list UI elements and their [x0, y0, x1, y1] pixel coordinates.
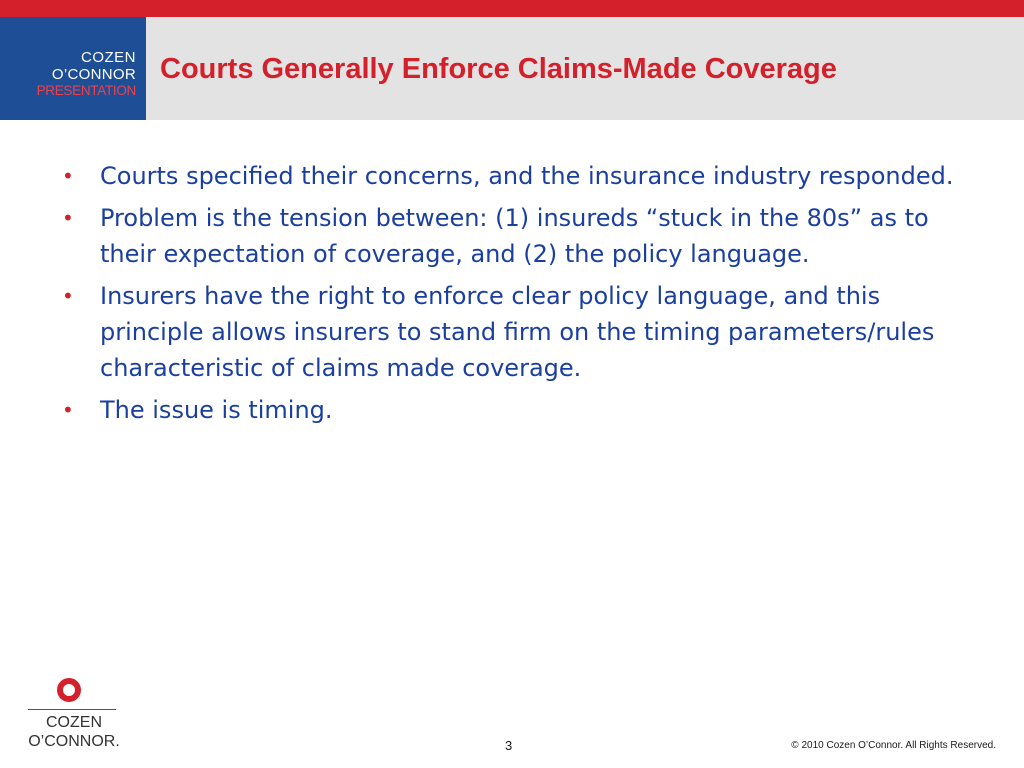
footer-logo-line-oconnor: O’CONNOR. [28, 733, 120, 750]
bullet-icon: • [62, 398, 74, 422]
page-number: 3 [505, 738, 513, 753]
footer-logo-line-cozen: COZEN [46, 714, 102, 731]
bullet-text: Insurers have the right to enforce clear policy language, and this principle allows insurers to stand firm on the timing parameters/rules characteristic of claims made coverage. [100, 282, 935, 382]
bullet-item [62, 392, 962, 428]
slide-header [0, 17, 1024, 120]
bullet-icon: • [62, 284, 74, 308]
bullet-icon: • [62, 164, 74, 188]
slide-title: Courts Generally Enforce Claims-Made Coverage [160, 53, 837, 85]
bullet-text: Problem is the tension between: (1) insureds “stuck in the 80s” as to their expectation of coverage, and (2) the policy language. [100, 204, 929, 268]
presentation-logo [0, 17, 146, 120]
bullet-item [62, 158, 962, 194]
bullet-text: The issue is timing. [100, 396, 333, 424]
bullet-item [62, 200, 962, 272]
top-stripe [0, 0, 1024, 17]
bullet-text: Courts specified their concerns, and the insurance industry responded. [100, 162, 954, 190]
logo-line-presentation: PRESENTATION [36, 83, 136, 98]
logo-line-oconnor: O’CONNOR [51, 66, 136, 83]
bullet-list [62, 158, 962, 434]
logo-line-cozen: COZEN [81, 49, 136, 66]
swirl-logo-icon [57, 678, 81, 702]
bullet-item [62, 278, 962, 386]
bullet-icon: • [62, 206, 74, 230]
copyright-notice: © 2010 Cozen O’Connor. All Rights Reserved. [791, 740, 996, 751]
logo-divider [28, 709, 116, 710]
footer-logo [26, 676, 126, 756]
